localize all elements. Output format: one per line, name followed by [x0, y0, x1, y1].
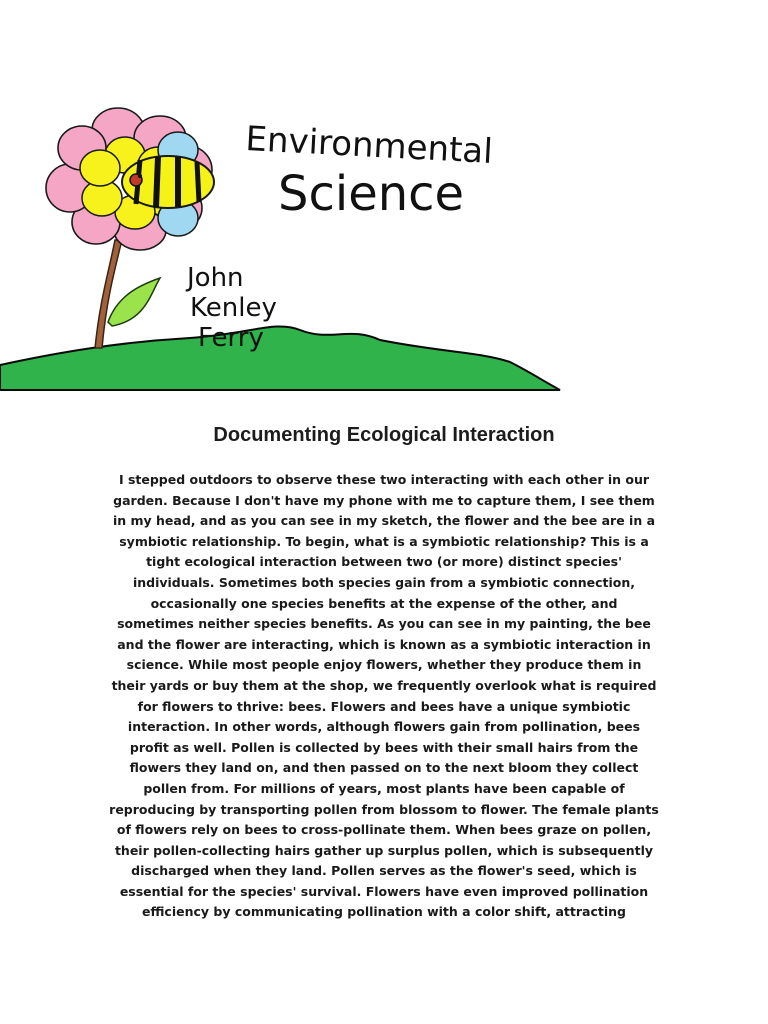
body-line: reproducing by transporting pollen from blossom to flower. The female plants [109, 801, 659, 817]
grass-hill [0, 326, 560, 390]
cover-title-line1: Environmental [244, 119, 494, 172]
body-line: occasionally one species benefits at the expense of the other, and [150, 595, 618, 611]
body-line: discharged when they land. Pollen serves as the flower's seed, which is [131, 863, 637, 879]
body-line: I stepped outdoors to observe these two interacting with each other in our [118, 472, 650, 487]
body-line: science. While most people enjoy flowers, whether they produce them in [126, 657, 642, 673]
body-line: flowers they land on, and then passed on to the next bloom they collect [129, 760, 639, 776]
flower-stem [95, 240, 122, 348]
document-body [86, 470, 682, 923]
cover-illustration [0, 90, 768, 400]
body-line: essential for the species' survival. Flowers have even improved pollination [119, 883, 649, 899]
body-line: of flowers rely on bees to cross-pollinate them. When bees graze on pollen, [116, 822, 652, 838]
body-line: for flowers to thrive: bees. Flowers and bees have a unique symbiotic [137, 698, 631, 714]
body-line: interaction. In other words, although flowers gain from pollination, bees [127, 719, 641, 735]
body-line: and the flower are interacting, which is known as a symbiotic interaction in [117, 636, 651, 652]
document-title: Documenting Ecological Interaction [213, 424, 555, 446]
body-line: profit as well. Pollen is collected by bees with their small hairs from the [129, 739, 639, 755]
cover-title-line2: Science [278, 166, 465, 222]
body-line: their yards or buy them at the shop, we frequently overlook what is required [111, 677, 657, 693]
body-line: tight ecological interaction between two (or more) distinct species' [146, 554, 622, 570]
body-line: in my head, and as you can see in my sketch, the flower and the bee are in a [112, 513, 656, 529]
author-line1: John [187, 263, 244, 293]
body-line: garden. Because I don't have my phone with me to capture them, I see them [113, 492, 655, 508]
author-line2: Kenley [190, 293, 277, 323]
body-line: efficiency by communicating pollination with a color shift, attracting [142, 904, 626, 920]
body-line: sometimes neither species benefits. As you can see in my painting, the bee [117, 616, 651, 632]
body-line: individuals. Sometimes both species gain from a symbiotic connection, [132, 574, 636, 590]
body-line: their pollen-collecting hairs gather up surplus pollen, which is subsequently [114, 842, 654, 858]
author-line3: Ferry [198, 323, 264, 353]
body-line: symbiotic relationship. To begin, what is a symbiotic relationship? This is a [119, 533, 649, 549]
leaf [108, 278, 160, 326]
body-line: pollen from. For millions of years, most plants have been capable of [143, 780, 625, 796]
